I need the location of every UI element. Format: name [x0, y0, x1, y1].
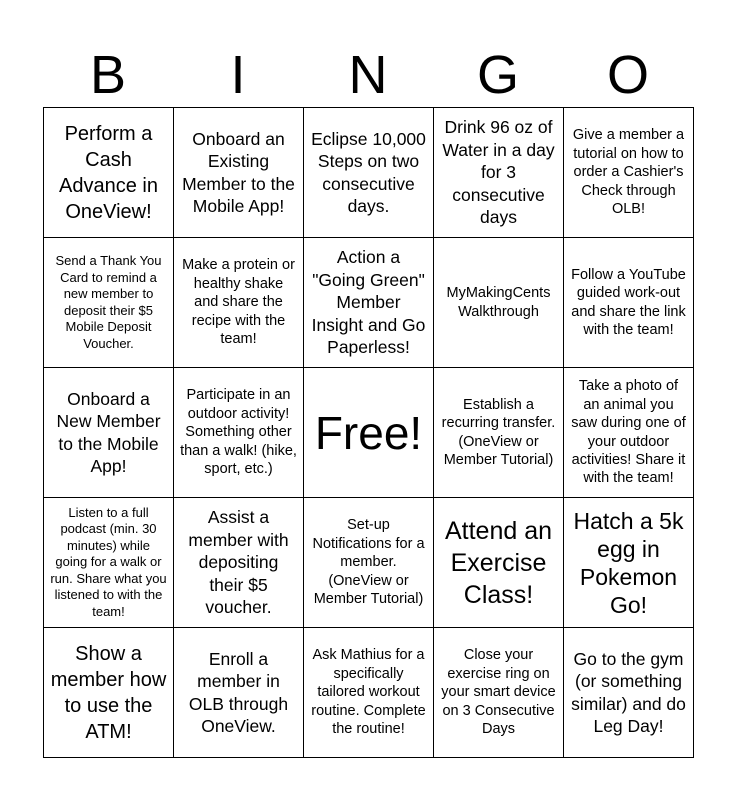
bingo-cell-text: Send a Thank You Card to remind a new member to deposit their $5 Mobile Deposit Voucher.: [55, 253, 162, 351]
bingo-cell-text: Eclipse 10,000 Steps on two consecutive days.: [311, 128, 426, 216]
bingo-cell: [44, 238, 174, 368]
bingo-cell-text: Make a protein or healthy shake and share the recipe with the team!: [182, 257, 295, 348]
bingo-cell: [304, 628, 434, 757]
bingo-cell-text: Go to the gym (or something similar) and do Leg Day!: [571, 648, 686, 736]
bingo-cell-text: Close your exercise ring on your smart device on 3 Consecutive Days: [441, 647, 556, 738]
bingo-cell: [304, 498, 434, 628]
bingo-cell-text: Take a photo of an animal you saw during one of your outdoor activities! Share it with the team!: [571, 378, 686, 487]
bingo-cell-text: Give a member a tutorial on how to order a Cashier's Check through OLB!: [572, 127, 685, 218]
bingo-cell: [434, 628, 564, 757]
bingo-cell-text: Onboard an Existing Member to the Mobile App!: [182, 128, 295, 216]
bingo-cell: [304, 108, 434, 238]
bingo-cell-text: Follow a YouTube guided work-out and share the link with the team!: [571, 266, 686, 338]
bingo-cell-text: Show a member how to use the ATM!: [50, 642, 167, 743]
bingo-cell: [44, 628, 174, 757]
bingo-cell: [174, 628, 304, 757]
bingo-cell-text: Participate in an outdoor activity! Something other than a walk! (hike, sport, etc.): [180, 387, 297, 478]
bingo-cell: [174, 368, 304, 498]
bingo-cell: [174, 498, 304, 628]
header-letter-o: O: [606, 45, 649, 105]
bingo-cell: [44, 368, 174, 498]
header-letter-g: G: [476, 45, 519, 105]
bingo-cell: [564, 108, 693, 238]
header-letter-b: B: [89, 45, 127, 105]
bingo-cell: [434, 498, 564, 628]
bingo-cell-text: Hatch a 5k egg in Pokemon Go!: [573, 507, 684, 618]
bingo-cell: [564, 498, 693, 628]
bingo-cell: [174, 108, 304, 238]
bingo-cell: [434, 368, 564, 498]
bingo-cell-text: Establish a recurring transfer. (OneView or Member Tutorial): [441, 396, 556, 468]
bingo-cell-text: Attend an Exercise Class!: [444, 516, 553, 609]
bingo-cell: [44, 108, 174, 238]
header-letter-i: I: [230, 45, 246, 105]
bingo-cell-text: Onboard a New Member to the Mobile App!: [56, 388, 161, 476]
bingo-cell: [304, 238, 434, 368]
bingo-cell: [564, 238, 693, 368]
bingo-cell: [44, 498, 174, 628]
free-space-cell: [304, 368, 434, 498]
bingo-board: [43, 107, 694, 758]
bingo-cell: [564, 628, 693, 757]
bingo-cell-text: MyMakingCents Walkthrough: [446, 285, 551, 320]
bingo-cell-text: Ask Mathius for a specifically tailored workout routine. Complete the routine!: [311, 647, 426, 738]
bingo-cell-text: Assist a member with depositing their $5 voucher.: [188, 507, 289, 618]
bingo-cell-text: Set-up Notifications for a member. (OneView or Member Tutorial): [312, 517, 425, 608]
bingo-cell-text: Listen to a full podcast (min. 30 minutes) while going for a walk or run. Share what you listened to with the team!: [50, 504, 167, 619]
bingo-cell: [174, 238, 304, 368]
bingo-cell: [564, 368, 693, 498]
header-letter-n: N: [348, 45, 388, 105]
bingo-cell: [434, 108, 564, 238]
bingo-cell-text: Enroll a member in OLB through OneView.: [188, 648, 289, 736]
bingo-cell: [434, 238, 564, 368]
bingo-cell-text: Drink 96 oz of Water in a day for 3 consecutive days: [442, 117, 555, 228]
bingo-cell-text: Perform a Cash Advance in OneView!: [59, 122, 158, 223]
bingo-cell-text: Action a "Going Green" Member Insight and Go Paperless!: [311, 247, 426, 358]
free-space-label: Free!: [314, 406, 423, 459]
bingo-header: [43, 42, 693, 108]
